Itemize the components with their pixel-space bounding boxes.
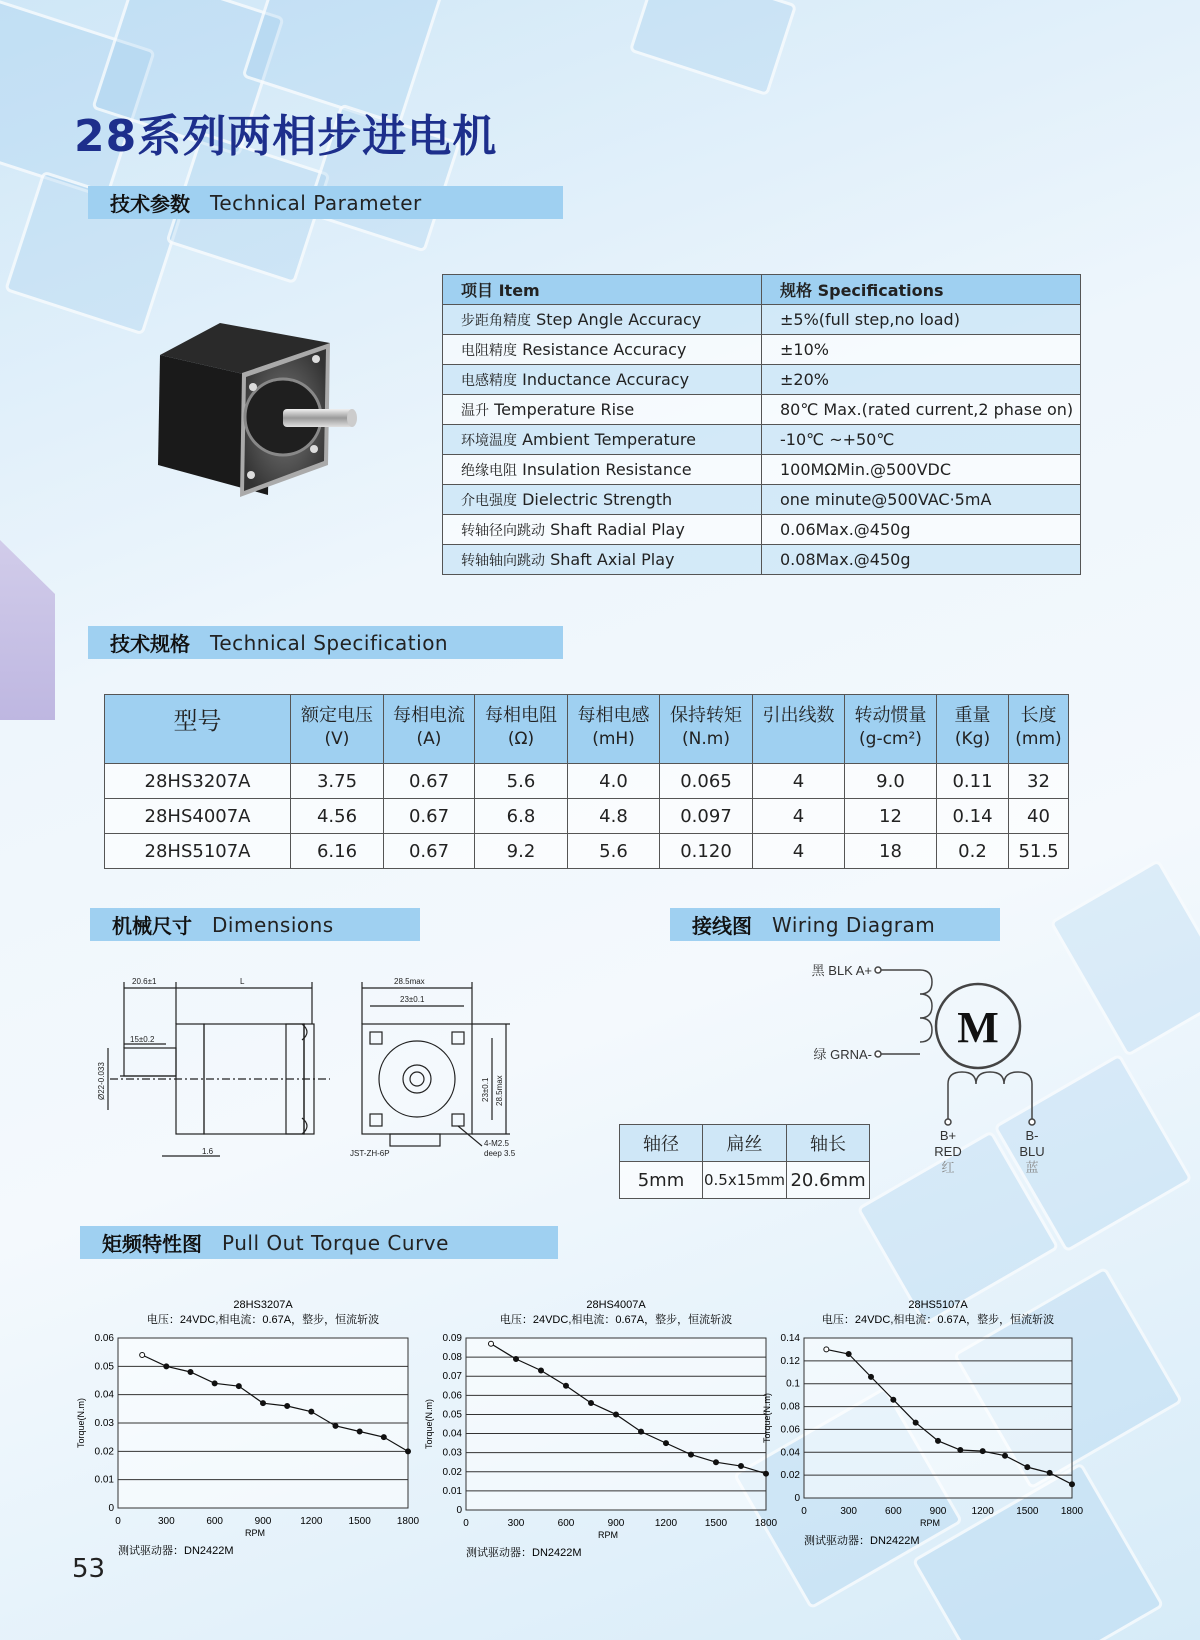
data-point <box>936 1438 941 1443</box>
page-title: 28系列两相步进电机 <box>74 111 498 162</box>
data-point <box>589 1400 594 1405</box>
table-row: 5mm 0.5x15mm 20.6mm <box>620 1162 870 1199</box>
table-row: 28HS4007A 4.56 0.67 6.8 4.8 0.097 4 12 0.14 40 <box>105 799 1069 834</box>
y-tick-label: 0.06 <box>442 1390 462 1402</box>
torque-chart <box>70 1298 432 1568</box>
y-tick-label: 0.02 <box>442 1466 462 1478</box>
wire-label-a-plus: 黑 BLK A+ <box>811 963 872 978</box>
data-point <box>664 1441 669 1446</box>
y-tick-label: 0.08 <box>780 1401 800 1413</box>
table-row: 28HS3207A 3.75 0.67 5.6 4.0 0.065 4 9.0 0.11 32 <box>105 764 1069 799</box>
parameter-table-header <box>443 275 1081 305</box>
x-axis-label: RPM <box>920 1518 940 1528</box>
y-tick-label: 0.07 <box>442 1371 462 1383</box>
data-point <box>236 1384 241 1389</box>
section-header-wiring <box>670 908 1000 941</box>
y-tick-label: 0.01 <box>94 1474 114 1486</box>
specification-table <box>104 694 1069 869</box>
data-point <box>1003 1453 1008 1458</box>
dimension-drawing <box>90 960 530 1170</box>
section-title-cn: 机械尺寸 <box>112 914 192 938</box>
parameter-row: 温升 Temperature Rise 80℃ Max.(rated current,2 phase on) <box>443 395 1081 425</box>
dim-label: 15±0.2 <box>130 1035 155 1044</box>
wire-label-b-plus-color: RED <box>934 1144 962 1159</box>
data-point <box>1025 1465 1030 1470</box>
parameter-row: 绝缘电阻 Insulation Resistance 100MΩMin.@500VDC <box>443 455 1081 485</box>
x-tick-label: 1500 <box>348 1516 371 1527</box>
section-title-en: Wiring Diagram <box>772 912 936 937</box>
dim-label: 4-M2.5 <box>484 1139 509 1148</box>
data-point <box>958 1448 963 1453</box>
x-tick-label: 900 <box>254 1516 272 1527</box>
x-tick-label: 1200 <box>654 1518 678 1529</box>
data-point <box>564 1383 569 1388</box>
parameter-row: 转轴轴向跳动 Shaft Axial Play 0.08Max.@450g <box>443 545 1081 575</box>
section-title-en: Technical Specification <box>210 630 449 655</box>
dim-label: 28.5max <box>495 1075 504 1106</box>
y-tick-label: 0.03 <box>442 1447 462 1459</box>
dim-label: 28.5max <box>394 977 425 986</box>
x-tick-label: 900 <box>607 1518 625 1529</box>
wire-label-b-minus: B- <box>1025 1128 1039 1143</box>
section-title-cn: 接线图 <box>692 914 752 938</box>
data-point <box>285 1404 290 1409</box>
parameter-row: 环境温度 Ambient Temperature -10℃ ~+50℃ <box>443 425 1081 455</box>
x-tick-label: 600 <box>557 1518 575 1529</box>
parameter-row: 电感精度 Inductance Accuracy ±20% <box>443 365 1081 395</box>
plot-area <box>466 1338 766 1510</box>
x-axis-label: RPM <box>245 1528 265 1538</box>
x-tick-label: 1800 <box>396 1516 420 1527</box>
x-tick-label: 0 <box>801 1506 807 1517</box>
y-axis-label: Torque(N.m) <box>424 1398 434 1450</box>
data-point <box>913 1420 918 1425</box>
header-specifications: 规格 Specifications <box>762 275 1081 305</box>
y-tick-label: 0.02 <box>780 1470 800 1482</box>
torque-chart <box>418 1298 790 1570</box>
shaft-table <box>619 1124 870 1199</box>
data-point <box>639 1429 644 1434</box>
x-tick-label: 0 <box>463 1518 469 1529</box>
specification-table-header <box>105 695 1069 764</box>
dim-label: JST-ZH-6P <box>350 1149 390 1158</box>
chart-subtitle: 电压：24VDC,相电流：0.67A，整步，恒流斩波 <box>146 1314 380 1326</box>
parameter-row: 介电强度 Dielectric Strength one minute@500VAC·5mA <box>443 485 1081 515</box>
x-tick-label: 600 <box>206 1516 224 1527</box>
y-tick-label: 0.03 <box>94 1418 114 1429</box>
data-point <box>539 1368 544 1373</box>
dim-label: 20.6±1 <box>132 977 157 986</box>
dim-label: deep 3.5 <box>484 1149 516 1158</box>
section-title-cn: 矩频特性图 <box>102 1232 202 1256</box>
data-point <box>891 1397 896 1402</box>
y-tick-label: 0.06 <box>780 1424 800 1436</box>
x-tick-label: 300 <box>507 1518 525 1529</box>
data-point <box>188 1370 193 1375</box>
data-point <box>846 1352 851 1357</box>
table-row: 28HS5107A 6.16 0.67 9.2 5.6 0.120 4 18 0.2 51.5 <box>105 834 1069 869</box>
dim-label: 23±0.1 <box>481 1077 490 1102</box>
parameter-row: 电阻精度 Resistance Accuracy ±10% <box>443 335 1081 365</box>
x-tick-label: 600 <box>884 1506 902 1517</box>
y-axis-label: Torque(N.m) <box>762 1392 772 1444</box>
chart-footnote: 测试驱动器：DN2422M <box>118 1545 234 1557</box>
header-weight: 重量 (Kg) <box>937 695 1009 764</box>
y-tick-label: 0 <box>456 1505 462 1516</box>
chart-subtitle: 电压：24VDC,相电流：0.67A，整步，恒流斩波 <box>499 1314 733 1326</box>
header-lead-wires: 引出线数 <box>753 695 845 764</box>
chart-footnote: 测试驱动器：DN2422M <box>804 1535 920 1547</box>
section-header-tech-spec <box>88 626 563 659</box>
dim-label: 23±0.1 <box>400 995 425 1004</box>
data-point <box>381 1435 386 1440</box>
chart-title: 28HS5107A <box>908 1299 968 1311</box>
header-item: 项目 Item <box>443 275 762 305</box>
x-tick-label: 1800 <box>1060 1506 1084 1517</box>
wire-label-b-minus-cn: 蓝 <box>1025 1160 1039 1175</box>
parameter-row: 转轴径向跳动 Shaft Radial Play 0.06Max.@450g <box>443 515 1081 545</box>
section-title-cn: 技术规格 <box>110 632 190 656</box>
data-point <box>869 1374 874 1379</box>
motor-symbol: M <box>957 1003 999 1052</box>
section-title-en: Dimensions <box>212 912 334 937</box>
x-tick-label: 1200 <box>971 1506 994 1517</box>
y-tick-label: 0.05 <box>94 1361 114 1373</box>
data-point <box>357 1429 362 1434</box>
data-point <box>714 1460 719 1465</box>
y-tick-label: 0.05 <box>442 1409 462 1421</box>
y-tick-label: 0.12 <box>780 1355 800 1367</box>
x-tick-label: 1800 <box>754 1518 778 1529</box>
data-point <box>309 1409 314 1414</box>
chart-title: 28HS3207A <box>233 1299 293 1311</box>
x-tick-label: 1200 <box>300 1516 323 1527</box>
data-point <box>140 1353 145 1358</box>
data-point <box>689 1452 694 1457</box>
parameter-table <box>442 274 1081 575</box>
y-tick-label: 0.06 <box>94 1333 114 1344</box>
wire-label-b-plus-cn: 红 <box>941 1160 955 1175</box>
x-axis-label: RPM <box>598 1530 618 1540</box>
header-length: 长度 (mm) <box>1009 695 1069 764</box>
wire-label-a-minus: 绿 GRNA- <box>813 1047 872 1062</box>
section-header-dimensions <box>90 908 420 941</box>
data-point <box>824 1347 829 1352</box>
x-tick-label: 300 <box>840 1506 858 1517</box>
page-number: 53 <box>72 1554 106 1584</box>
y-tick-label: 0.01 <box>442 1485 462 1497</box>
y-tick-label: 0.04 <box>442 1428 462 1440</box>
x-tick-label: 1500 <box>704 1518 728 1529</box>
y-tick-label: 0.04 <box>780 1447 800 1459</box>
section-header-tech-param <box>88 186 563 219</box>
section-title-en: Pull Out Torque Curve <box>222 1230 449 1255</box>
data-point <box>1047 1470 1052 1475</box>
y-tick-label: 0.04 <box>94 1389 114 1401</box>
data-point <box>164 1364 169 1369</box>
data-point <box>212 1381 217 1386</box>
plot-area <box>804 1338 1072 1498</box>
chart-footnote: 测试驱动器：DN2422M <box>466 1547 582 1559</box>
y-tick-label: 0.1 <box>786 1378 800 1390</box>
data-point <box>406 1449 411 1454</box>
data-point <box>739 1464 744 1469</box>
x-tick-label: 300 <box>157 1516 175 1527</box>
y-axis-label: Torque(N.m) <box>76 1397 86 1449</box>
header-phase-inductance: 每相电感 (mH) <box>568 695 660 764</box>
header-model: 型号 <box>105 695 291 764</box>
dim-label: Ø22-0.033 <box>97 1062 106 1100</box>
chart-title: 28HS4007A <box>586 1299 646 1311</box>
data-point <box>980 1449 985 1454</box>
y-tick-label: 0.14 <box>780 1333 800 1344</box>
data-point <box>489 1341 494 1346</box>
motor-photo <box>150 315 370 505</box>
data-point <box>261 1401 266 1406</box>
section-header-torque <box>80 1226 558 1259</box>
x-tick-label: 0 <box>115 1516 121 1527</box>
x-tick-label: 1500 <box>1016 1506 1039 1517</box>
y-tick-label: 0.08 <box>442 1352 462 1364</box>
dim-label: L <box>240 977 245 986</box>
data-point <box>514 1357 519 1362</box>
dim-label: 1.6 <box>202 1147 214 1156</box>
header-phase-resistance: 每相电阻 (Ω) <box>475 695 568 764</box>
header-rotor-inertia: 转动惯量 (g-cm²) <box>845 695 937 764</box>
header-rated-voltage: 额定电压 (V) <box>291 695 384 764</box>
wire-label-b-minus-color: BLU <box>1019 1144 1045 1159</box>
section-title-en: Technical Parameter <box>210 190 422 215</box>
data-point <box>333 1423 338 1428</box>
data-point <box>614 1412 619 1417</box>
data-point <box>1070 1482 1075 1487</box>
shaft-table-header: 轴径 扁丝 轴长 <box>620 1125 870 1162</box>
parameter-row: 步距角精度 Step Angle Accuracy ±5%(full step,no load) <box>443 305 1081 335</box>
x-tick-label: 900 <box>929 1506 947 1517</box>
header-phase-current: 每相电流 (A) <box>384 695 475 764</box>
torque-chart <box>756 1298 1096 1558</box>
section-title-cn: 技术参数 <box>110 192 190 216</box>
wire-label-b-plus: B+ <box>939 1128 957 1143</box>
header-holding-torque: 保持转矩 (N.m) <box>660 695 753 764</box>
y-tick-label: 0 <box>794 1493 800 1504</box>
y-tick-label: 0 <box>108 1503 114 1514</box>
y-tick-label: 0.02 <box>94 1446 114 1458</box>
chart-subtitle: 电压：24VDC,相电流：0.67A，整步，恒流斩波 <box>821 1314 1055 1326</box>
y-tick-label: 0.09 <box>442 1333 462 1344</box>
